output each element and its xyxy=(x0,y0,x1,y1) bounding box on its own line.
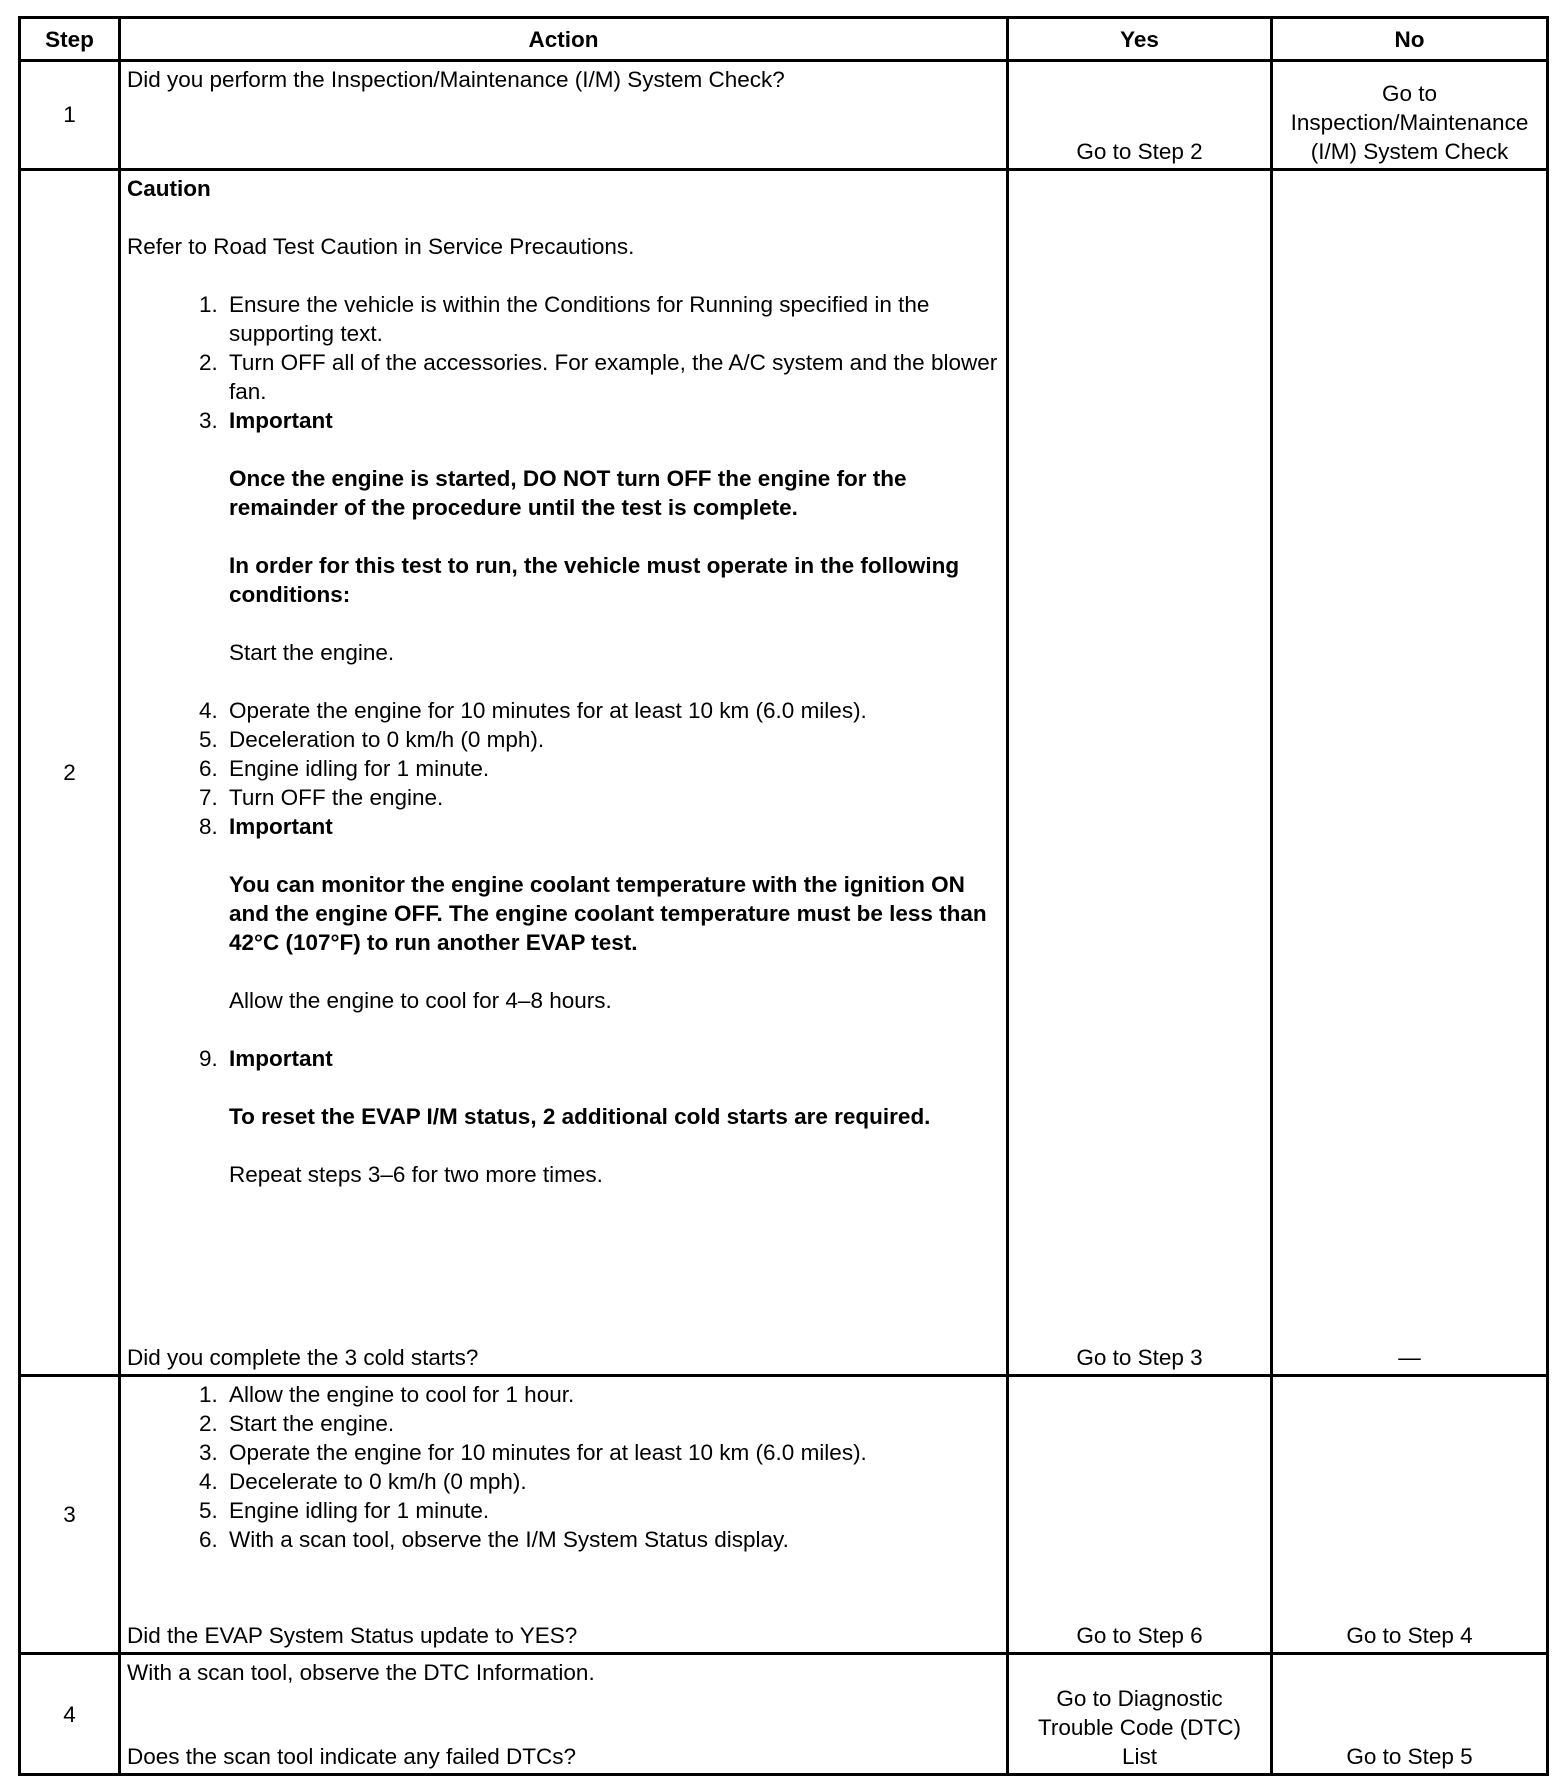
item-number: 8. xyxy=(199,813,218,839)
list-item xyxy=(127,1525,1000,1554)
list-item xyxy=(127,1409,1000,1438)
yes-result-link[interactable]: Go to Step 3 xyxy=(1076,1344,1203,1370)
item-action: Start the engine. xyxy=(229,639,395,665)
no-result-link[interactable]: Go to Step 4 xyxy=(1346,1623,1473,1649)
table-row xyxy=(20,1654,1548,1775)
caution-text: Refer to Road Test Caution in Service Precautions. xyxy=(127,233,635,259)
yes-result-link[interactable]: Go to Step 6 xyxy=(1076,1623,1203,1649)
item-number: 2. xyxy=(199,1410,218,1436)
item-number: 4. xyxy=(199,697,218,723)
list-item xyxy=(127,290,1000,348)
item-action: Repeat steps 3–6 for two more times. xyxy=(229,1161,603,1187)
list-item xyxy=(127,812,1000,1044)
item-text: Start the engine. xyxy=(229,1410,395,1436)
procedure-list xyxy=(127,290,1000,1189)
list-item xyxy=(127,348,1000,406)
action-cell xyxy=(120,1654,1008,1775)
important-title: Important xyxy=(229,813,333,839)
item-text: Operate the engine for 10 minutes for at least 10 km (6.0 miles). xyxy=(229,1439,867,1465)
action-cell xyxy=(120,169,1008,1375)
important-title: Important xyxy=(229,1045,333,1071)
list-item xyxy=(127,1044,1000,1189)
item-number: 6. xyxy=(199,1526,218,1552)
item-number: 3. xyxy=(199,1439,218,1465)
yes-result-link[interactable]: Go to Step 2 xyxy=(1076,138,1203,164)
question-text: Did you perform the Inspection/Maintenance (I/M) System Check? xyxy=(127,67,785,92)
list-item xyxy=(127,754,1000,783)
yes-result-link[interactable] xyxy=(1009,1684,1270,1771)
important-text: Once the engine is started, DO NOT turn OFF the engine for the remainder of the procedure until the test is complete. xyxy=(229,465,907,520)
item-number: 5. xyxy=(199,726,218,752)
yes-result-line: Go to Diagnostic xyxy=(1056,1686,1223,1711)
item-text: Turn OFF the engine. xyxy=(229,784,444,810)
item-text: Decelerate to 0 km/h (0 mph). xyxy=(229,1468,527,1494)
action-text: With a scan tool, observe the DTC Information. xyxy=(127,1660,595,1686)
yes-result-line: List xyxy=(1121,1744,1157,1769)
table-row xyxy=(20,61,1548,170)
item-action: Allow the engine to cool for 4–8 hours. xyxy=(229,987,612,1013)
step-number: 2 xyxy=(20,169,120,1375)
table-row xyxy=(20,1375,1548,1654)
yes-cell xyxy=(1008,1375,1272,1654)
no-result-link[interactable] xyxy=(1273,79,1546,166)
item-text: Deceleration to 0 km/h (0 mph). xyxy=(229,726,545,752)
list-item xyxy=(127,406,1000,696)
important-text: To reset the EVAP I/M status, 2 additional cold starts are required. xyxy=(229,1103,931,1129)
no-result-link[interactable]: Go to Step 5 xyxy=(1346,1744,1473,1769)
question-text: Did you complete the 3 cold starts? xyxy=(127,1344,479,1370)
item-text: With a scan tool, observe the I/M System Status display. xyxy=(229,1526,789,1552)
important-text: In order for this test to run, the vehicle must operate in the following conditions: xyxy=(229,552,960,607)
table-row xyxy=(20,169,1548,1375)
list-item xyxy=(127,1438,1000,1467)
yes-cell xyxy=(1008,1654,1272,1775)
no-cell xyxy=(1272,1375,1548,1654)
item-text: Turn OFF all of the accessories. For example, the A/C system and the blower fan. xyxy=(229,349,998,404)
header-row xyxy=(20,18,1548,61)
item-number: 1. xyxy=(199,291,218,317)
important-title: Important xyxy=(229,407,333,433)
item-number: 5. xyxy=(199,1497,218,1523)
list-item xyxy=(127,725,1000,754)
no-result-line: Inspection/Maintenance xyxy=(1290,109,1529,135)
item-number: 2. xyxy=(199,349,218,375)
header-no: No xyxy=(1272,18,1548,61)
important-text: You can monitor the engine coolant temperature with the ignition ON and the engine OFF. The engine coolant temperature must be less than 42°C (107°F) to run another EVAP test. xyxy=(229,871,987,955)
no-result-dash: — xyxy=(1398,1344,1421,1370)
no-cell xyxy=(1272,169,1548,1375)
item-number: 6. xyxy=(199,755,218,781)
list-item xyxy=(127,783,1000,812)
no-result-line: (I/M) System Check xyxy=(1310,138,1509,164)
question-text: Does the scan tool indicate any failed DTCs? xyxy=(127,1744,576,1769)
list-item xyxy=(127,1467,1000,1496)
no-cell xyxy=(1272,61,1548,170)
item-text: Allow the engine to cool for 1 hour. xyxy=(229,1381,575,1407)
action-cell xyxy=(120,61,1008,170)
action-cell xyxy=(120,1375,1008,1654)
item-text: Engine idling for 1 minute. xyxy=(229,755,490,781)
question-text: Did the EVAP System Status update to YES? xyxy=(127,1623,578,1649)
caution-title: Caution xyxy=(127,175,211,201)
list-item xyxy=(127,1496,1000,1525)
item-number: 1. xyxy=(199,1381,218,1407)
header-yes: Yes xyxy=(1008,18,1272,61)
procedure-list xyxy=(127,1380,1000,1554)
list-item xyxy=(127,1380,1000,1409)
yes-cell xyxy=(1008,169,1272,1375)
step-number: 1 xyxy=(20,61,120,170)
item-number: 4. xyxy=(199,1468,218,1494)
item-text: Engine idling for 1 minute. xyxy=(229,1497,490,1523)
list-item xyxy=(127,696,1000,725)
no-result-line: Go to xyxy=(1381,80,1438,106)
item-number: 3. xyxy=(199,407,218,433)
step-number: 3 xyxy=(20,1375,120,1654)
header-action: Action xyxy=(120,18,1008,61)
yes-cell xyxy=(1008,61,1272,170)
diagnostic-table xyxy=(18,16,1549,1776)
item-text: Ensure the vehicle is within the Conditions for Running specified in the supporting text. xyxy=(229,291,930,346)
no-cell xyxy=(1272,1654,1548,1775)
item-text: Operate the engine for 10 minutes for at least 10 km (6.0 miles). xyxy=(229,697,867,723)
step-number: 4 xyxy=(20,1654,120,1775)
yes-result-line: Trouble Code (DTC) xyxy=(1038,1715,1241,1740)
item-number: 9. xyxy=(199,1045,218,1071)
header-step: Step xyxy=(20,18,120,61)
item-number: 7. xyxy=(199,784,218,810)
